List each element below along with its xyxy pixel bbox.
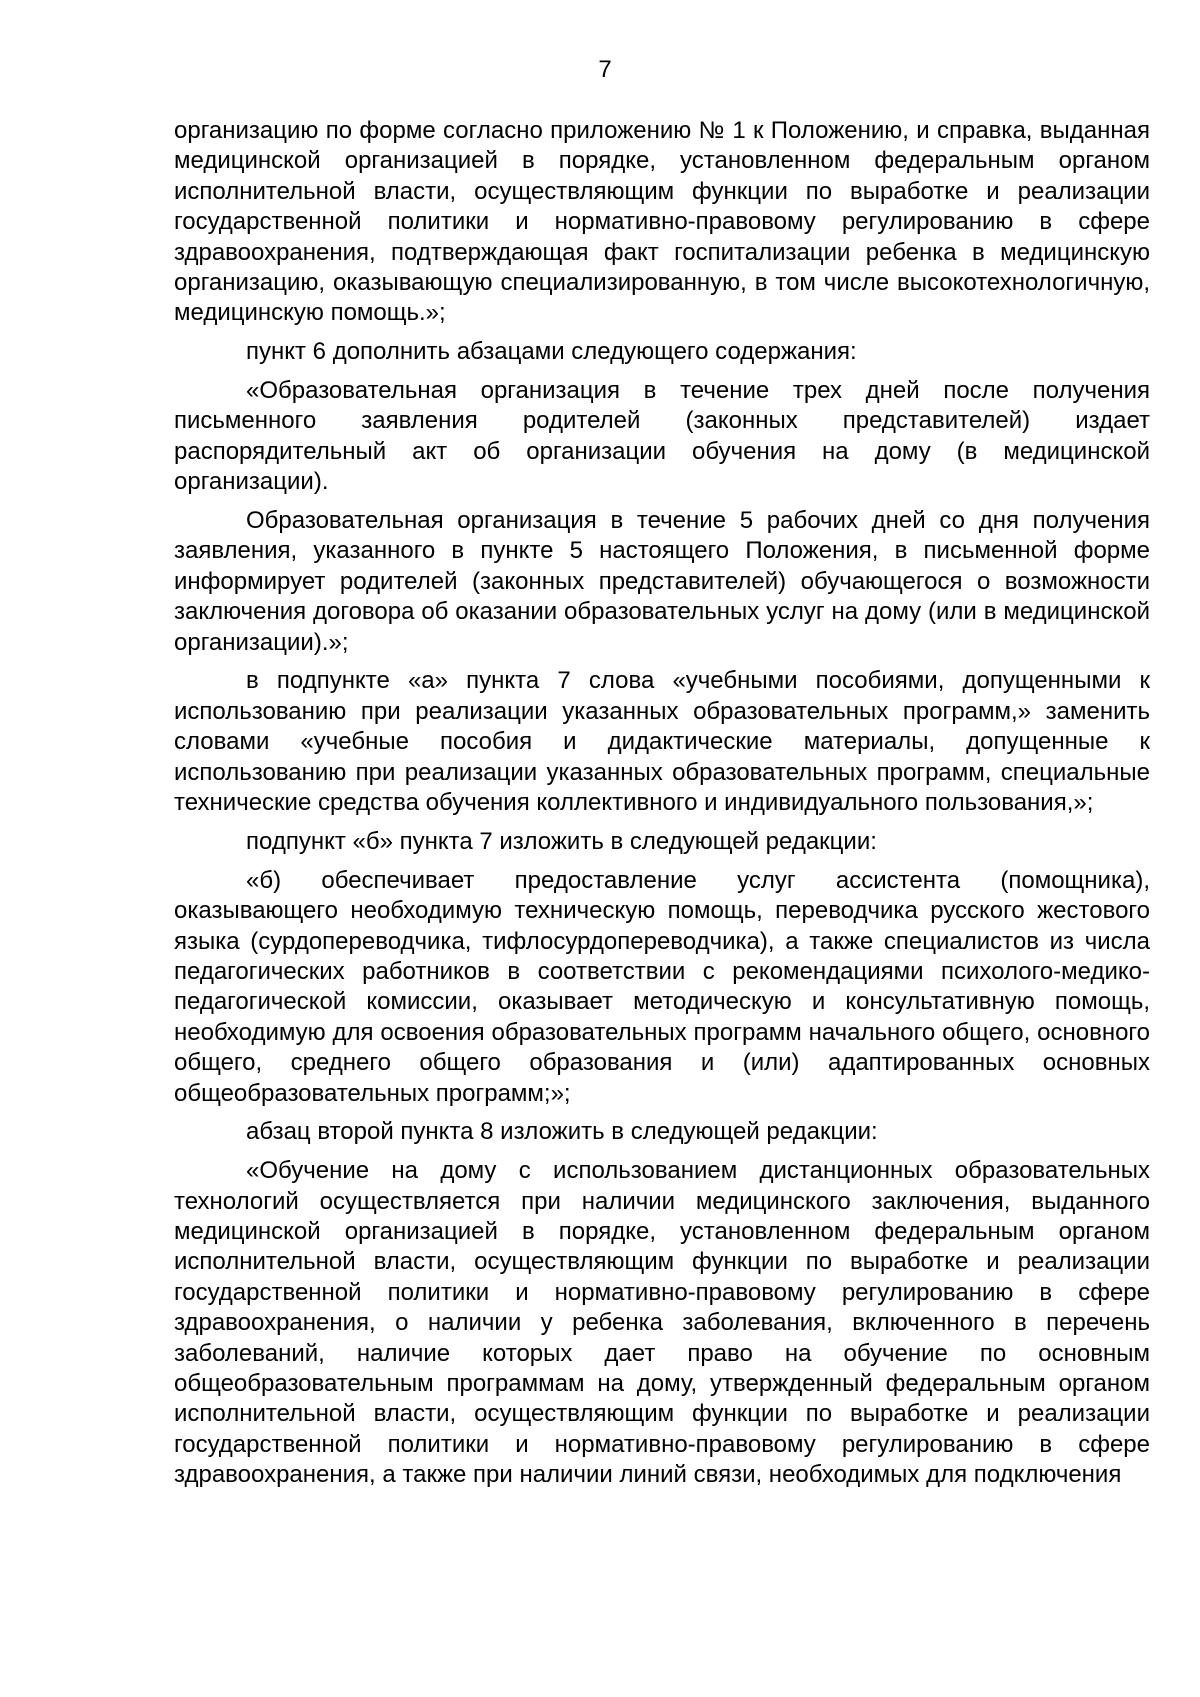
paragraph-1: организацию по форме согласно приложению № 1 к Положению, и справка, выданная медицинской организацией в порядке, установленном федеральным органом исполнительной власти, осуществляющим функции по выработке и реализации государственной политики и нормативно-правовому регулированию в сфере здравоохранения, подтверждающая факт госпитализации ребенка в медицинскую организацию, оказывающую специализированную, в том числе высокотехнологичную, медицинскую помощь.»;: [174, 117, 1150, 327]
paragraph-6: подпункт «б» пункта 7 изложить в следующей редакции:: [246, 827, 877, 855]
document-body: [174, 116, 1150, 1499]
page-number: 7: [598, 56, 612, 83]
paragraph-4: Образовательная организация в течение 5 рабочих дней со дня получения заявления, указанного в пункте 5 настоящего Положения, в письменной форме информирует родителей (законных представителей) обучающегося о возможности заключения договора об оказании образовательных услуг на дому (или в медицинской организации).»;: [174, 507, 1150, 656]
paragraph-3: «Образовательная организация в течение трех дней после получения письменного заявления родителей (законных представителей) издает распорядительный акт об организации обучения на дому (в медицинской организации).: [174, 377, 1150, 496]
paragraph-8: абзац второй пункта 8 изложить в следующей редакции:: [246, 1118, 878, 1146]
paragraph-7: «б) обеспечивает предоставление услуг ассистента (помощника), оказывающего необходимую техническую помощь, переводчика русского жестового языка (сурдопереводчика, тифлосурдопереводчика), а также специалистов из числа педагогических работников в соответствии с рекомендациями психолого-медико-педагогической комиссии, оказывает методическую и консультативную помощь, необходимую для освоения образовательных программ начального общего, основного общего, среднего общего образования и (или) адаптированных основных общеобразовательных программ;»;: [174, 866, 1150, 1107]
paragraph-2: пункт 6 дополнить абзацами следующего содержания:: [246, 338, 857, 366]
paragraph-5: в подпункте «а» пункта 7 слова «учебными пособиями, допущенными к использованию при реализации указанных образовательных программ,» заменить словами «учебные пособия и дидактические материалы, допущенные к использованию при реализации указанных образовательных программ, специальные технические средства обучения коллективного и индивидуального пользования,»;: [174, 667, 1150, 817]
paragraph-9: «Обучение на дому с использованием дистанционных образовательных технологий осуществляется при наличии медицинского заключения, выданного медицинской организацией в порядке, установленном федеральным органом исполнительной власти, осуществляющим функции по выработке и реализации государственной политики и нормативно-правовому регулированию в сфере здравоохранения, о наличии у ребенка заболевания, включенного в перечень заболеваний, наличие которых дает право на обучение по основным общеобразовательным программам на дому, утвержденный федеральным органом исполнительной власти, осуществляющим функции по выработке и реализации государственной политики и нормативно-правовому регулированию в сфере здравоохранения, а также при наличии линий связи, необходимых для подключения: [174, 1157, 1150, 1489]
